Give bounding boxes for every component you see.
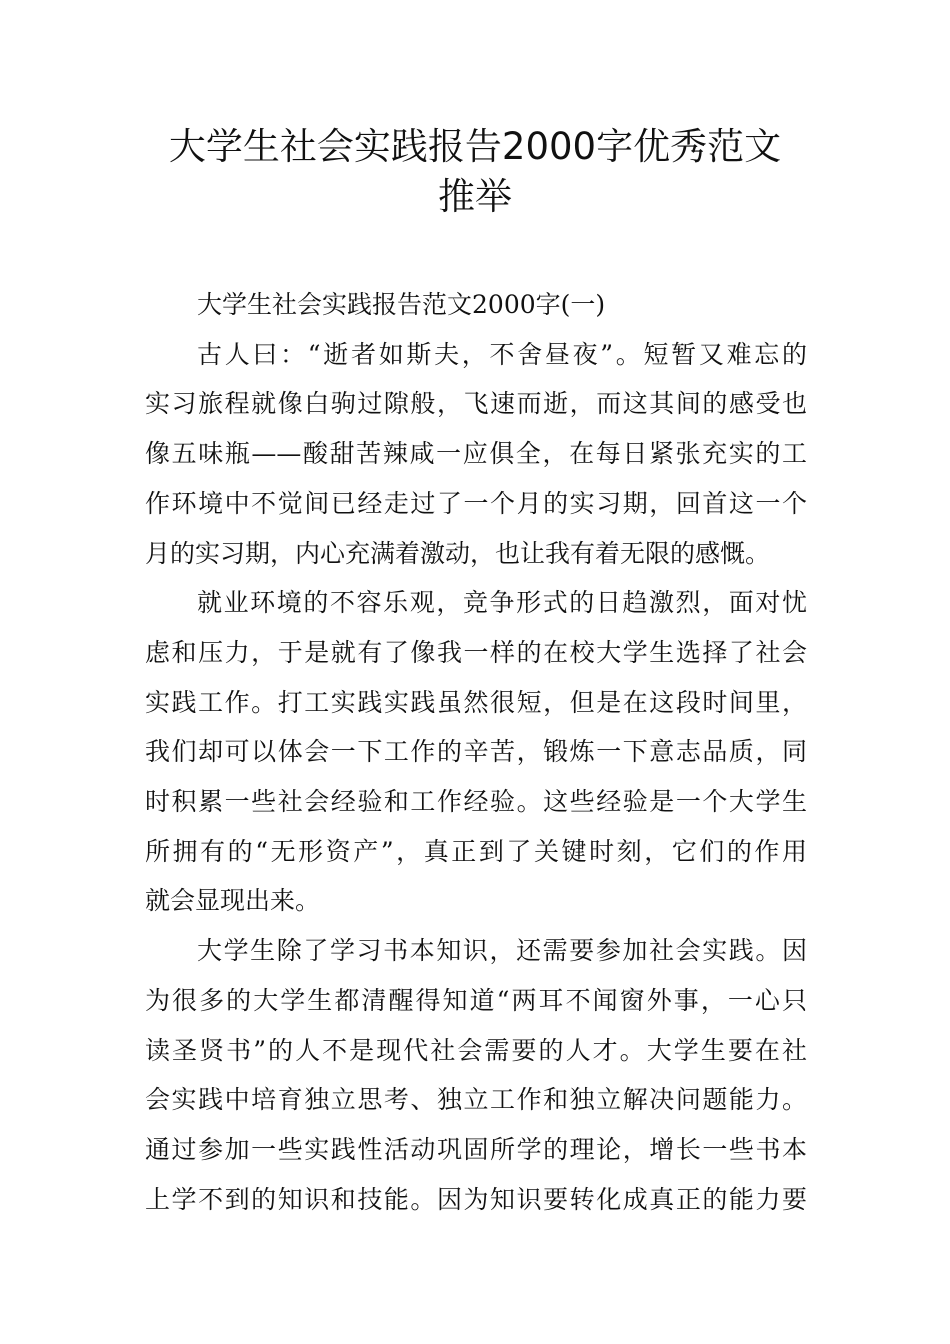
- paragraph-line: 作环境中不觉间已经走过了一个月的实习期，回首这一个: [145, 488, 807, 518]
- paragraph-line: 就业环境的不容乐观，竞争形式的日趋激烈，面对忧: [197, 588, 807, 618]
- paragraph-line: 大学生社会实践报告范文2000字(一): [197, 290, 606, 319]
- paragraph-line: 就会显现出来。: [145, 886, 321, 916]
- document-title: [120, 122, 830, 222]
- paragraph: [145, 578, 807, 926]
- paragraph-line: 像五味瓶——酸甜苦辣咸一应俱全，在每日紧张充实的工: [145, 439, 807, 469]
- section-heading-paragraph: [145, 280, 807, 330]
- paragraph: [145, 330, 807, 579]
- paragraph-line: 大学生除了学习书本知识，还需要参加社会实践。因: [197, 936, 807, 966]
- paragraph-line: 虑和压力，于是就有了像我一样的在校大学生选择了社会: [145, 637, 807, 667]
- paragraph-line: 我们却可以体会一下工作的辛苦，锻炼一下意志品质，同: [145, 737, 807, 767]
- paragraph-line: 会实践中培育独立思考、独立工作和独立解决问题能力。: [145, 1085, 807, 1115]
- paragraph-line: 所拥有的“无形资产”，真正到了关键时刻，它们的作用: [145, 836, 807, 866]
- paragraph-line: 上学不到的知识和技能。因为知识要转化成真正的能力要: [145, 1184, 807, 1214]
- paragraph-line: 时积累一些社会经验和工作经验。这些经验是一个大学生: [145, 787, 807, 817]
- title-line: 大学生社会实践报告2000字优秀范文: [168, 125, 782, 168]
- paragraph: [145, 926, 807, 1224]
- paragraph-line: 读圣贤书”的人不是现代社会需要的人才。大学生要在社: [145, 1035, 807, 1065]
- paragraph-line: 月的实习期，内心充满着激动，也让我有着无限的感慨。: [145, 538, 771, 568]
- paragraph-line: 为很多的大学生都清醒得知道“两耳不闻窗外事，一心只: [145, 985, 807, 1015]
- document-body: [145, 280, 807, 1224]
- paragraph-line: 实践工作。打工实践实践虽然很短，但是在这段时间里，: [145, 687, 807, 717]
- title-line: 推举: [438, 175, 512, 218]
- paragraph-line: 实习旅程就像白驹过隙般，飞速而逝，而这其间的感受也: [145, 389, 807, 419]
- paragraph-line: 通过参加一些实践性活动巩固所学的理论，增长一些书本: [145, 1134, 807, 1164]
- paragraph-line: 古人曰：“逝者如斯夫，不舍昼夜”。短暂又难忘的: [197, 339, 807, 369]
